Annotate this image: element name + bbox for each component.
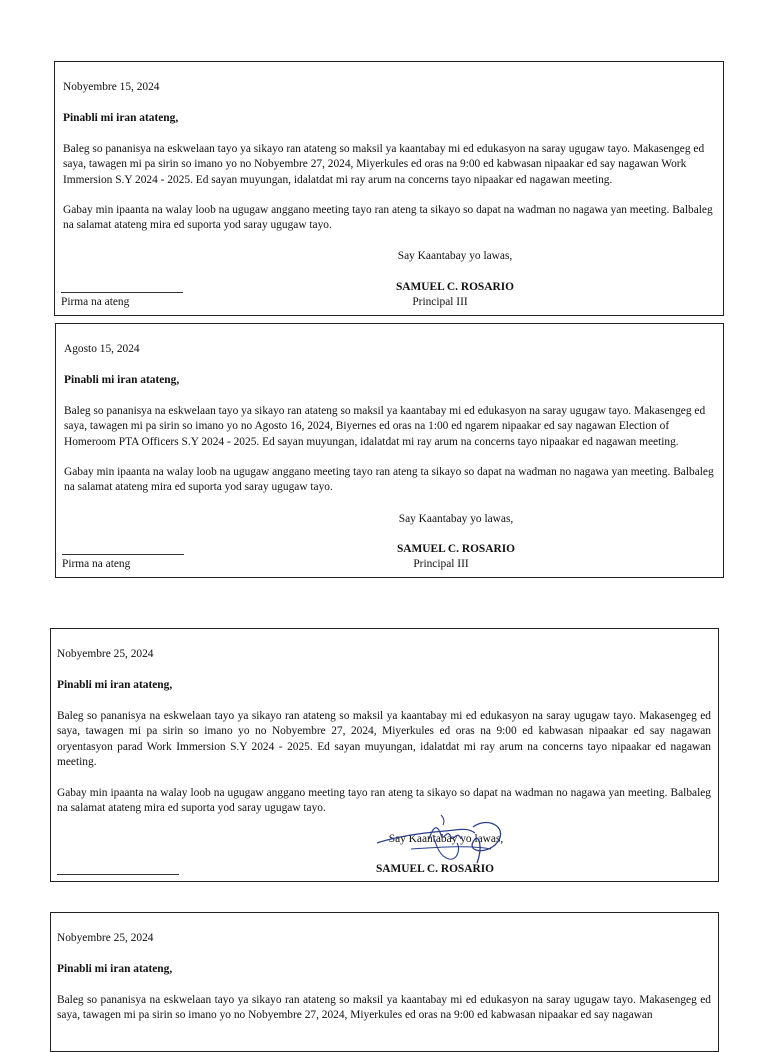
letter-date: Nobyembre 25, 2024	[57, 648, 154, 660]
letter-body-paragraph: Baleg so pananisya na eskwelaan tayo ya sikayo ran atateng so maksil ya kaantabay mi ed edukasyon na saray ugugaw tayo. Makasengeg ed saya, tawagen mi pa sirin so imano yo no Nobyembre 27, 2024, Miyerkules ed oras na 9:00 ed kabwasan nipaakar ed say nagawan Work Immersion S.Y 2024 - 2025. Ed sayan muyungan, idalatdat mi ray arum na concerns tayo nipaakar ed nagawan meeting.	[63, 143, 705, 186]
letter-date: Agosto 15, 2024	[64, 343, 140, 355]
signer-title: Principal III	[412, 296, 468, 308]
letter-2	[55, 323, 724, 578]
letter-body-paragraph: Gabay min ipaanta na walay loob na ugugaw anggano meeting tayo ran ateng ta sikayo so dapat na wadman no nagawa yan meeting. Balbaleg na salamat atateng mira ed suporta yod saray ugugaw tayo.	[63, 204, 713, 232]
letter-body-paragraph: Gabay min ipaanta na walay loob na ugugaw anggano meeting tayo ran ateng ta sikayo so dapat na wadman no nagawa yan meeting. Balbaleg na salamat atateng mira ed suporta yod saray ugugaw tayo.	[57, 787, 711, 815]
signer-name: SAMUEL C. ROSARIO	[396, 543, 516, 555]
signer-name: SAMUEL C. ROSARIO	[375, 863, 495, 875]
signature-caption: Pirma na ateng	[62, 558, 131, 570]
letter-greeting: Pinabli mi iran atateng,	[57, 679, 173, 691]
signature-line	[62, 554, 184, 555]
letter-body-paragraph: Baleg so pananisya na eskwelaan tayo ya sikayo ran atateng so maksil ya kaantabay mi ed edukasyon na saray ugugaw tayo. Makasengeg ed saya, tawagen mi pa sirin so imano yo no Agosto 16, 2024, Biyernes ed oras na 1:00 ed ngarem nipaakar ed say nagawan Election of Homeroom PTA Officers S.Y 2024 - 2025. Ed sayan muyungan, idalatdat mi ray arum na concerns tayo nipaakar ed nagawan meeting.	[64, 405, 706, 448]
letter-closing: Say Kaantabay yo lawas,	[388, 833, 504, 845]
letter-closing: Say Kaantabay yo lawas,	[397, 250, 513, 262]
letter-1	[54, 61, 724, 316]
letter-greeting: Pinabli mi iran atateng,	[64, 374, 180, 386]
letter-body-paragraph: Baleg so pananisya na eskwelaan tayo ya sikayo ran atateng so maksil ya kaantabay mi ed edukasyon na saray ugugaw tayo. Makasengeg ed saya, tawagen mi pa sirin so imano yo no Nobyembre 27, 2024, Miyerkules ed oras na 9:00 ed kabwasan nipaakar ed say nagawan oryentasyon parad Work Immersion S.Y 2024 - 2025. Ed sayan muyungan, idalatdat mi ray arum na concerns tayo nipaakar ed nagawan meeting.	[57, 710, 711, 768]
signer-title: Principal III	[413, 558, 469, 570]
letter-closing: Say Kaantabay yo lawas,	[398, 513, 514, 525]
signature-line	[61, 292, 183, 293]
letter-date: Nobyembre 25, 2024	[57, 932, 154, 944]
letter-3	[50, 628, 719, 882]
letter-date: Nobyembre 15, 2024	[63, 81, 160, 93]
letter-greeting: Pinabli mi iran atateng,	[57, 963, 173, 975]
handwritten-signature	[371, 809, 511, 865]
letter-4	[50, 912, 719, 1052]
signature-caption: Pirma na ateng	[61, 296, 130, 308]
signer-name: SAMUEL C. ROSARIO	[395, 281, 515, 293]
letter-body-paragraph: Baleg so pananisya na eskwelaan tayo ya sikayo ran atateng so maksil ya kaantabay mi ed edukasyon na saray ugugaw tayo. Makasengeg ed saya, tawagen mi pa sirin so imano yo no Nobyembre 27, 2024, Miyerkules ed oras na 9:00 ed kabwasan nipaakar ed say nagawan	[57, 994, 711, 1022]
signature-line	[57, 874, 179, 875]
letter-body-paragraph: Gabay min ipaanta na walay loob na ugugaw anggano meeting tayo ran ateng ta sikayo so dapat na wadman no nagawa yan meeting. Balbaleg na salamat atateng mira ed suporta yod saray ugugaw tayo.	[64, 466, 714, 494]
letter-greeting: Pinabli mi iran atateng,	[63, 112, 179, 124]
